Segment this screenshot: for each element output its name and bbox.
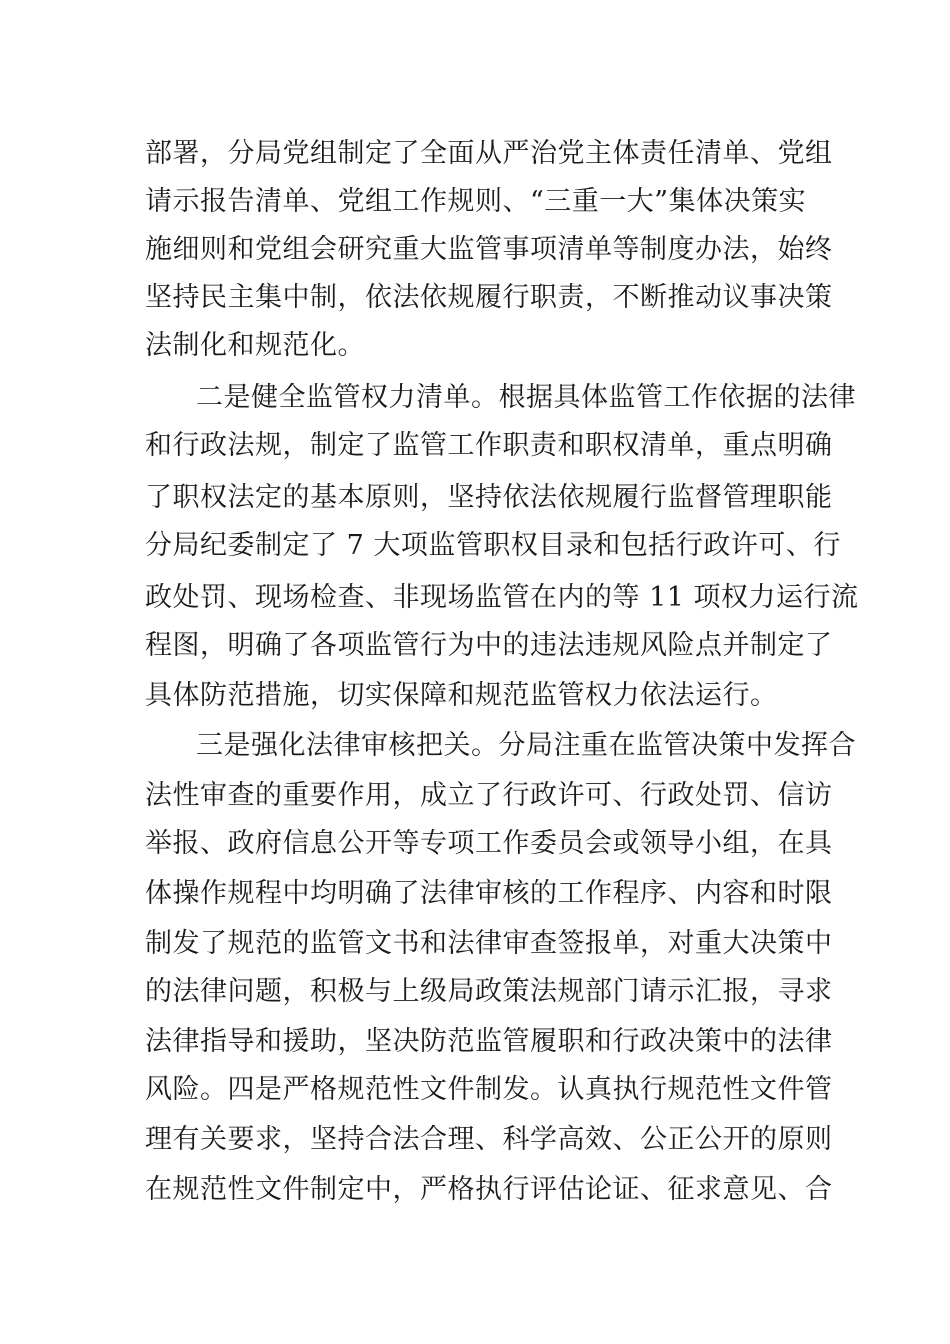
text-line: 制发了规范的监管文书和法律审查签报单，对重大决策中 xyxy=(145,928,833,959)
text-line: 和行政法规，制定了监管工作职责和职权清单，重点明确 xyxy=(145,430,833,461)
text-line: 在规范性文件制定中，严格执行评估论证、征求意见、合 xyxy=(145,1174,833,1205)
text-line: 理有关要求，坚持合法合理、科学高效、公正公开的原则 xyxy=(145,1124,833,1155)
text-line: 风险。四是严格规范性文件制发。认真执行规范性文件管 xyxy=(145,1074,833,1105)
text-line: 分局纪委制定了 7 大项监管职权目录和包括行政许可、行 xyxy=(145,530,841,561)
text-line: 举报、政府信息公开等专项工作委员会或领导小组，在具 xyxy=(145,828,833,859)
text-line: 施细则和党组会研究重大监管事项清单等制度办法，始终 xyxy=(145,234,833,265)
text-line: 具体防范措施，切实保障和规范监管权力依法运行。 xyxy=(145,680,778,711)
text-line: 的法律问题，积极与上级局政策法规部门请示汇报，寻求 xyxy=(145,976,833,1007)
text-line: 请示报告清单、党组工作规则、“三重一大”集体决策实 xyxy=(145,186,807,217)
text-line: 体操作规程中均明确了法律审核的工作程序、内容和时限 xyxy=(145,878,833,909)
text-line: 程图，明确了各项监管行为中的违法违规风险点并制定了 xyxy=(145,630,833,661)
text-line: 法性审查的重要作用，成立了行政许可、行政处罚、信访 xyxy=(145,780,833,811)
text-line: 政处罚、现场检查、非现场监管在内的等 11 项权力运行流 xyxy=(145,582,859,613)
text-line: 部署，分局党组制定了全面从严治党主体责任清单、党组 xyxy=(145,138,833,169)
text-line: 了职权法定的基本原则，坚持依法依规履行监督管理职能 xyxy=(145,482,833,513)
text-line: 法制化和规范化。 xyxy=(145,330,365,361)
text-line: 三是强化法律审核把关。分局注重在监管决策中发挥合 xyxy=(196,730,856,761)
text-line: 坚持民主集中制，依法依规履行职责，不断推动议事决策 xyxy=(145,282,833,313)
text-line: 二是健全监管权力清单。根据具体监管工作依据的法律 xyxy=(196,382,856,413)
text-line: 法律指导和援助，坚决防范监管履职和行政决策中的法律 xyxy=(145,1026,833,1057)
